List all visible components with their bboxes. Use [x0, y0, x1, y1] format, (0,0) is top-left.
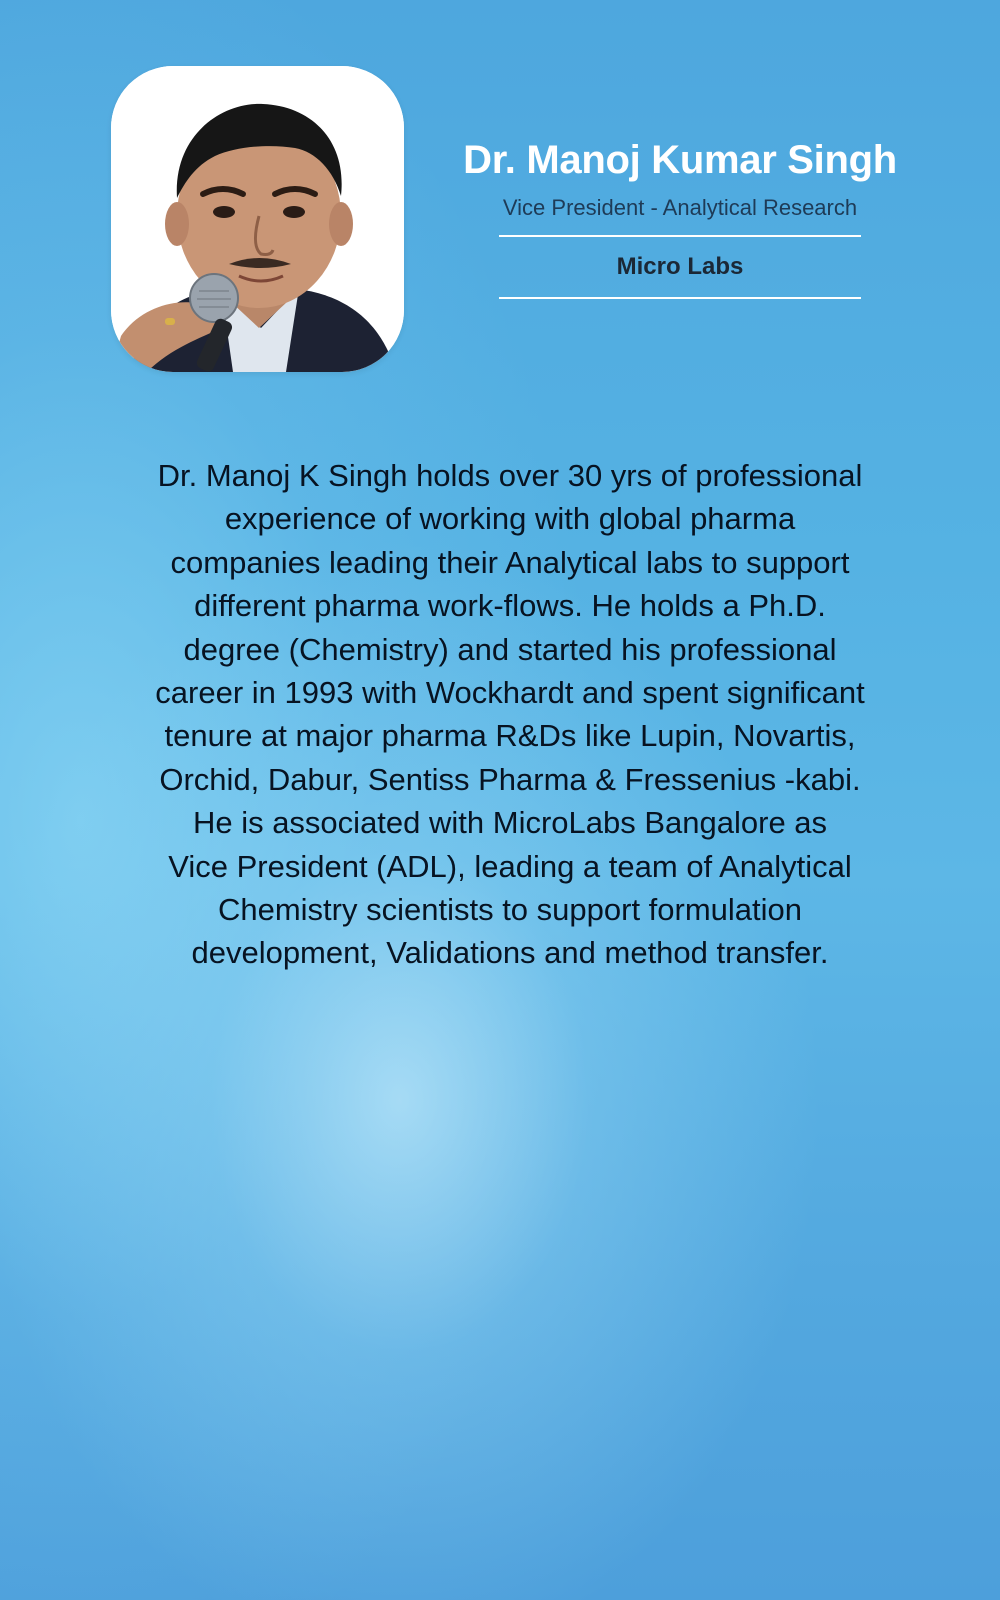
speaker-header [430, 138, 930, 299]
speaker-name: Dr. Manoj Kumar Singh [463, 138, 897, 182]
speaker-photo [111, 66, 404, 372]
speaker-title: Vice President - Analytical Research [502, 195, 858, 220]
divider-top [499, 235, 861, 237]
bio-line: Chemistry scientists to support formulation [217, 892, 803, 928]
bio-line: degree (Chemistry) and started his professional [183, 631, 837, 667]
company-name: Micro Labs [616, 253, 744, 280]
bio-line: experience of working with global pharma [224, 501, 796, 537]
bio-line: companies leading their Analytical labs to support [170, 544, 850, 580]
bio-line: Dr. Manoj K Singh holds over 30 yrs of professional [157, 458, 863, 493]
bio-line: Orchid, Dabur, Sentiss Pharma & Fressenius -kabi. [159, 761, 861, 797]
speaker-bio [100, 454, 920, 975]
bio-line: career in 1993 with Wockhardt and spent significant [155, 675, 865, 711]
divider-bottom [499, 297, 861, 299]
bio-line: tenure at major pharma R&Ds like Lupin, Novartis, [164, 718, 856, 754]
bio-line: development, Validations and method transfer. [191, 935, 829, 971]
bio-line: different pharma work-flows. He holds a Ph.D. [194, 588, 826, 624]
speaker-portrait-icon [111, 66, 404, 372]
bio-line: Vice President (ADL), leading a team of Analytical [168, 848, 852, 884]
bio-line: He is associated with MicroLabs Bangalore as [192, 805, 828, 841]
